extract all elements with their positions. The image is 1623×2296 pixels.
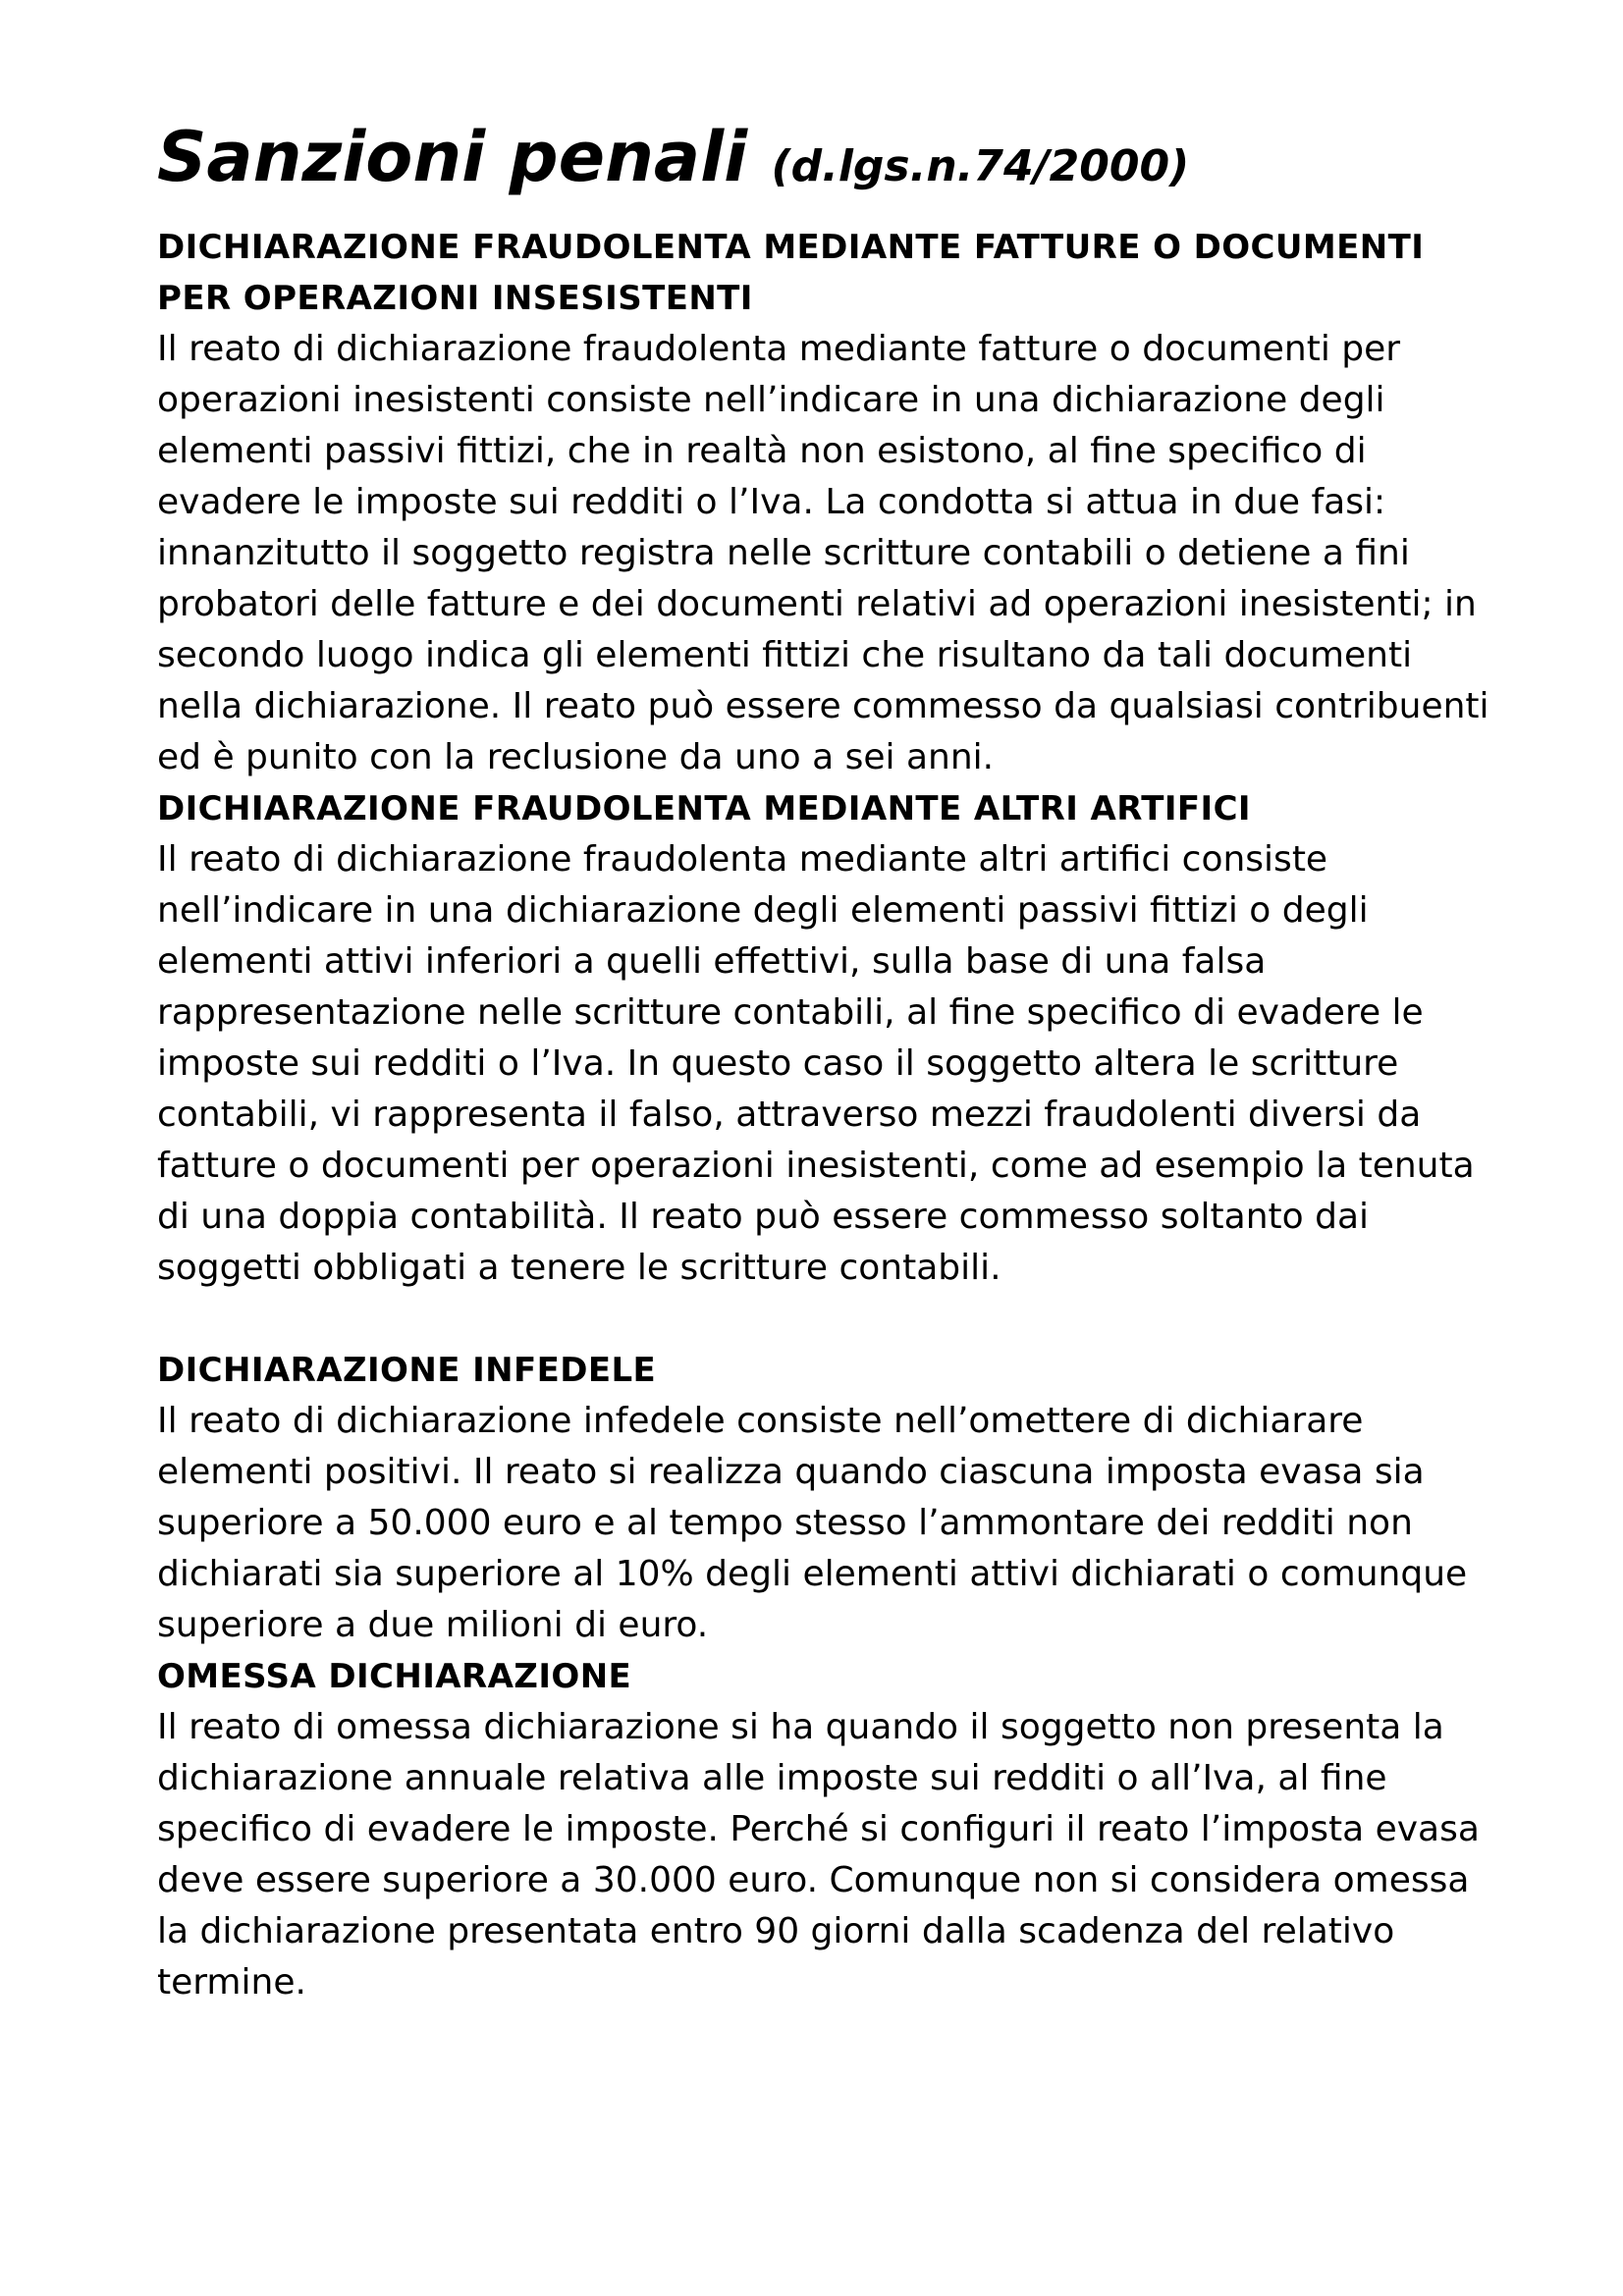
section-heading: DICHIARAZIONE FRAUDOLENTA MEDIANTE FATTURE O DOCUMENTI PER OPERAZIONI INSESISTENTI <box>157 228 1425 318</box>
section-body: Il reato di dichiarazione infedele consiste nell’omettere di dichiarare elementi positivi. Il reato si realizza quando ciascuna imposta evasa sia superiore a 50.000 euro e al tempo stesso l’ammontare dei redditi non dichiarati sia superiore al 10% degli elementi attivi dichiarati o comunque superiore a due milioni di euro. <box>157 1401 1468 1645</box>
section-fraudulent-declaration-invoices <box>157 222 1492 783</box>
section-heading: DICHIARAZIONE FRAUDOLENTA MEDIANTE ALTRI ARTIFICI <box>157 789 1251 828</box>
section-body: Il reato di omessa dichiarazione si ha quando il soggetto non presenta la dichiarazione annuale relativa alle imposte sui redditi o all’Iva, al fine specifico di evadere le imposte. Perché si configuri il reato l’imposta evasa deve essere superiore a 30.000 euro. Comunque non si considera omessa la dichiarazione presentata entro 90 giorni dalla scadenza del relativo termine. <box>157 1707 1480 2002</box>
section-body: Il reato di dichiarazione fraudolenta mediante altri artifici consiste nell’indicare in una dichiarazione degli elementi passivi fittizi o degli elementi attivi inferiori a quelli effettivi, sulla base di una falsa rappresentazione nelle scritture contabili, al fine specifico di evadere le imposte sui redditi o l’Iva. In questo caso il soggetto altera le scritture contabili, vi rappresenta il falso, attraverso mezzi fraudolenti diversi da fatture o documenti per operazioni inesistenti, come ad esempio la tenuta di una doppia contabilità. Il reato può essere commesso soltanto dai soggetti obbligati a tenere le scritture contabili. <box>157 839 1475 1288</box>
document-page <box>157 108 1492 2008</box>
section-fraudulent-declaration-other-devices <box>157 783 1492 1294</box>
title-main: Sanzioni penali <box>157 117 748 197</box>
section-unfaithful-declaration <box>157 1345 1492 1651</box>
title-law-reference: (d.lgs.n.74/2000) <box>771 141 1190 191</box>
section-omitted-declaration <box>157 1651 1492 2008</box>
section-spacer <box>157 1294 1492 1345</box>
section-heading: DICHIARAZIONE INFEDELE <box>157 1351 657 1390</box>
section-heading: OMESSA DICHIARAZIONE <box>157 1657 632 1696</box>
section-body: Il reato di dichiarazione fraudolenta mediante fatture o documenti per operazioni inesistenti consiste nell’indicare in una dichiarazione degli elementi passivi fittizi, che in realtà non esistono, al fine specifico di evadere le imposte sui redditi o l’Iva. La condotta si attua in due fasi: innanzitutto il soggetto registra nelle scritture contabili o detiene a fini probatori delle fatture e dei documenti relativi ad operazioni inesistenti; in secondo luogo indica gli elementi fittizi che risultano da tali documenti nella dichiarazione. Il reato può essere commesso da qualsiasi contribuenti ed è punito con la reclusione da uno a sei anni. <box>157 329 1489 777</box>
page-title <box>157 108 1492 216</box>
